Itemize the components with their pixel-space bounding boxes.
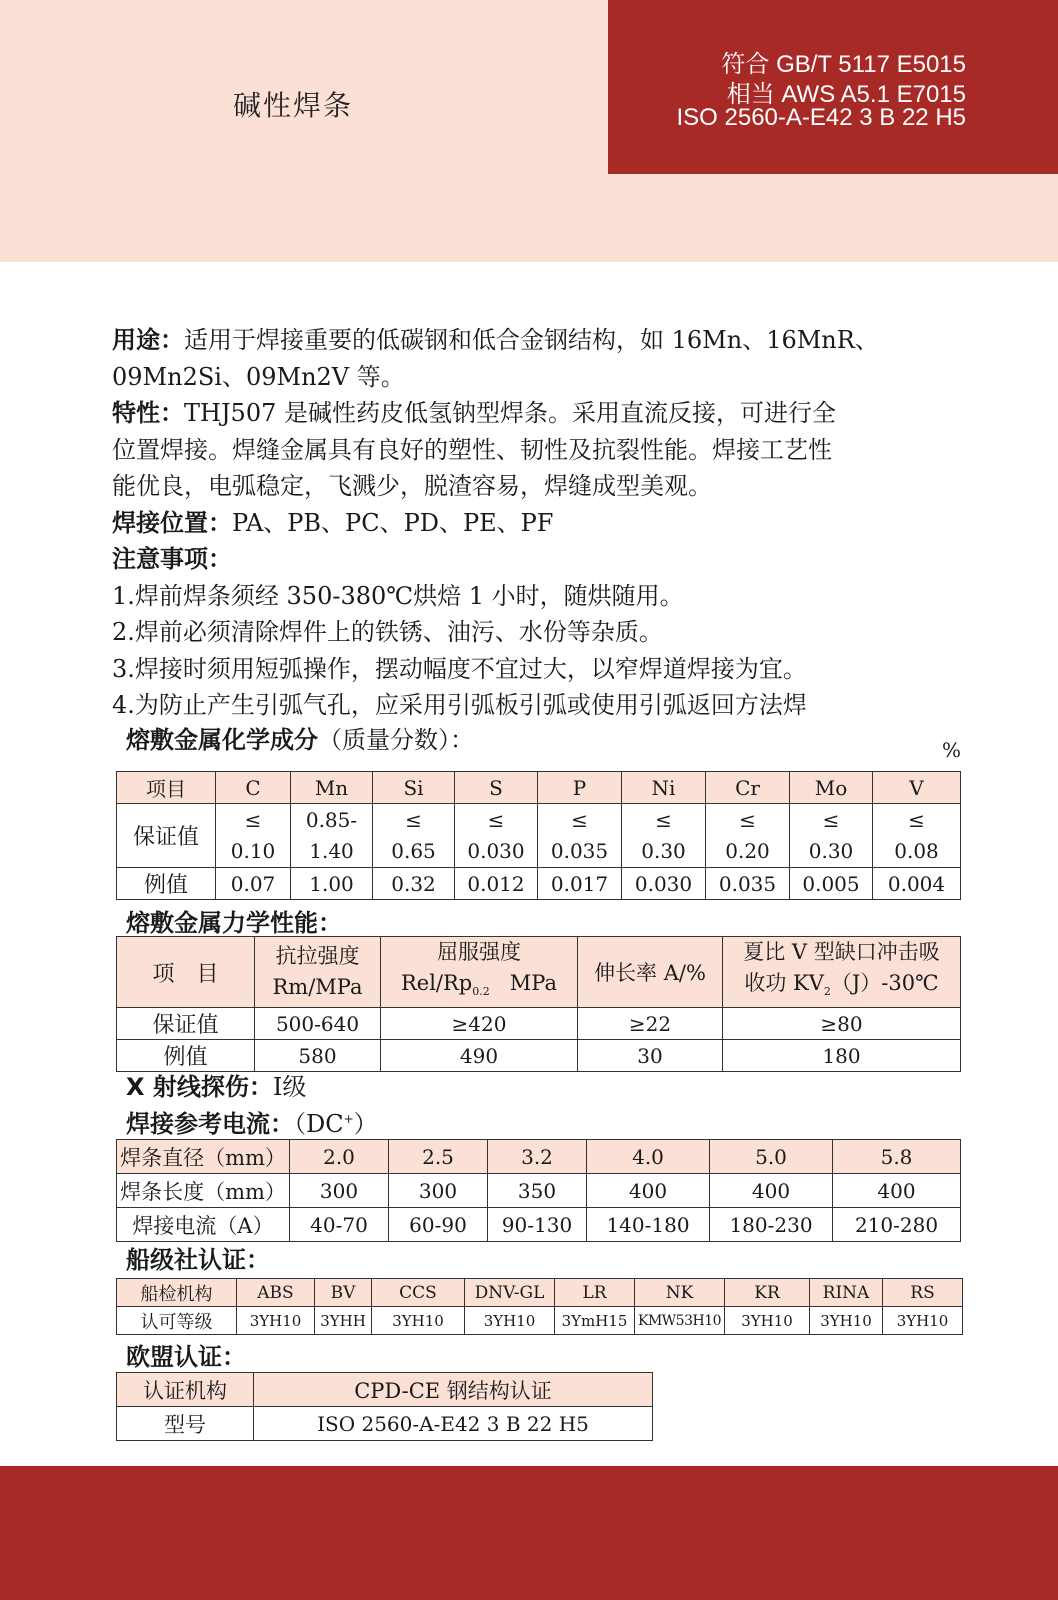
ship-org-cell: BV	[315, 1279, 372, 1307]
length-label: 焊条长度（mm）	[117, 1174, 290, 1208]
mech-elong-header: 伸长率 A/%	[578, 937, 723, 1008]
chem-example-cell: 0.005	[790, 868, 873, 900]
mech-item-header: 项 目	[117, 937, 255, 1008]
position-value: PA、PB、PC、PD、PE、PF	[232, 508, 554, 537]
chem-header-cell: 项目	[117, 772, 216, 804]
ship-grade-cell: 3YH10	[465, 1307, 555, 1335]
chem-guarantee-cell: 0.85-	[291, 804, 373, 836]
eu-model-row	[117, 1407, 653, 1441]
mech-yield-subscript: 0.2	[472, 985, 490, 999]
mech-guarantee-row	[117, 1008, 961, 1040]
chem-header-cell: Si	[373, 772, 455, 804]
chem-header-cell: S	[455, 772, 538, 804]
current-title-close: ）	[353, 1110, 378, 1138]
note-item: 2.焊前必须清除焊件上的铁锈、油污、水份等杂质。	[112, 618, 663, 646]
mech-example-cell: 490	[381, 1040, 578, 1072]
current-row	[117, 1208, 961, 1242]
ship-grade-cell: 3YHH	[315, 1307, 372, 1335]
feature-text-1: THJ507 是碱性药皮低氢钠型焊条。采用直流反接，可进行全	[184, 399, 836, 427]
diameter-cell: 5.0	[710, 1140, 833, 1174]
chem-header-cell: Mo	[790, 772, 873, 804]
mech-yield-line2	[381, 968, 577, 1007]
eu-org-label: 认证机构	[117, 1373, 254, 1407]
chem-title-sub: （质量分数）：	[318, 726, 474, 754]
mech-guarantee-cell: ≥420	[381, 1008, 578, 1040]
mech-guarantee-cell: 500-640	[255, 1008, 381, 1040]
ship-grade-cell: 3YH10	[725, 1307, 810, 1335]
current-cell: 90-130	[488, 1208, 587, 1242]
feature-paragraph	[112, 395, 962, 432]
current-cell: 210-280	[833, 1208, 961, 1242]
chem-header-row	[117, 772, 961, 804]
current-table	[116, 1139, 961, 1242]
diameter-cell: 4.0	[587, 1140, 710, 1174]
diameter-label: 焊条直径（mm）	[117, 1140, 290, 1174]
ship-org-cell: LR	[555, 1279, 635, 1307]
position-paragraph	[112, 505, 962, 542]
chem-example-cell: 0.030	[622, 868, 706, 900]
intro-section	[112, 322, 962, 724]
mech-impact-line1: 夏比 V 型缺口冲击吸	[743, 940, 940, 964]
ship-org-cell: NK	[635, 1279, 725, 1307]
eu-table	[116, 1372, 653, 1441]
feature-text-3: 能优良，电弧稳定，飞溅少，脱渣容易，焊缝成型美观。	[112, 472, 712, 500]
chem-guarantee-label: 保证值	[117, 804, 216, 868]
feature-label: 特性：	[112, 399, 184, 427]
current-cell: 60-90	[389, 1208, 488, 1242]
ship-grade-label: 认可等级	[117, 1307, 237, 1335]
chem-title	[126, 720, 474, 755]
mech-impact-line2	[723, 968, 960, 1007]
feature-text-2: 位置焊接。焊缝金属具有良好的塑性、韧性及抗裂性能。焊接工艺性	[112, 435, 832, 464]
mech-impact-symbol: 收功 KV	[744, 971, 824, 995]
mech-guarantee-cell: ≥22	[578, 1008, 723, 1040]
chem-guarantee-row-bottom	[117, 836, 961, 868]
chem-guarantee-cell: 0.20	[706, 836, 790, 868]
mech-yield-header	[381, 937, 578, 1008]
ship-grade-cell: 3YH10	[372, 1307, 465, 1335]
current-label: 焊接电流（A）	[117, 1208, 290, 1242]
chem-guarantee-cell: 0.30	[622, 836, 706, 868]
ship-grade-row	[117, 1307, 963, 1335]
mech-tensile-header	[255, 937, 381, 1008]
ship-org-cell: CCS	[372, 1279, 465, 1307]
eu-org-value: CPD-CE 钢结构认证	[254, 1373, 653, 1407]
length-cell: 400	[833, 1174, 961, 1208]
chem-header-cell: C	[216, 772, 291, 804]
mech-header-row	[117, 937, 961, 1008]
eu-model-label: 型号	[117, 1407, 254, 1441]
current-title-main: 焊接参考电流：	[126, 1110, 294, 1138]
diameter-cell: 3.2	[488, 1140, 587, 1174]
mech-tensile-line2: Rm/MPa	[272, 975, 363, 1000]
standard-iso: ISO 2560-A-E42 3 B 22 H5	[676, 104, 966, 131]
mech-impact-subscript: 2	[823, 985, 831, 999]
ship-grade-cell: KMW53H10	[635, 1307, 725, 1335]
standard-gb: 符合 GB/T 5117 E5015	[721, 51, 966, 78]
mech-yield-unit: MPa	[509, 971, 558, 995]
diameter-cell: 2.5	[389, 1140, 488, 1174]
usage-text-2: 09Mn2Si、09Mn2V 等。	[112, 362, 405, 391]
chem-header-cell: V	[873, 772, 961, 804]
chem-header-cell: Cr	[706, 772, 790, 804]
notes-label: 注意事项：	[112, 545, 232, 573]
length-row	[117, 1174, 961, 1208]
standards-box	[608, 0, 1058, 174]
diameter-row	[117, 1140, 961, 1174]
length-cell: 400	[710, 1174, 833, 1208]
chem-guarantee-cell: ≤	[373, 804, 455, 836]
ship-org-cell: DNV-GL	[465, 1279, 555, 1307]
eu-model-value: ISO 2560-A-E42 3 B 22 H5	[254, 1407, 653, 1441]
ship-grade-cell: 3YH10	[237, 1307, 315, 1335]
diameter-cell: 2.0	[290, 1140, 389, 1174]
ship-grade-cell: 3YH10	[810, 1307, 883, 1335]
mech-title: 熔敷金属力学性能：	[126, 909, 342, 937]
chem-example-cell: 0.017	[538, 868, 622, 900]
length-cell: 300	[389, 1174, 488, 1208]
xray-label: X 射线探伤：	[126, 1073, 273, 1101]
chem-example-cell: 1.00	[291, 868, 373, 900]
length-cell: 300	[290, 1174, 389, 1208]
chem-guarantee-cell: 0.035	[538, 836, 622, 868]
chem-guarantee-row-top	[117, 804, 961, 836]
mech-yield-line1: 屈服强度	[437, 940, 521, 964]
chem-header-cell: Mn	[291, 772, 373, 804]
note-item: 1.焊前焊条须经 350-380℃烘焙 1 小时，随烘随用。	[112, 581, 684, 610]
usage-text-1: 适用于焊接重要的低碳钢和低合金钢结构，如 16Mn、16MnR、	[184, 326, 879, 354]
length-cell: 350	[488, 1174, 587, 1208]
ship-org-row	[117, 1279, 963, 1307]
usage-paragraph	[112, 322, 962, 359]
ship-org-label: 船检机构	[117, 1279, 237, 1307]
mech-tensile-line1: 抗拉强度	[275, 944, 360, 969]
xray-line	[126, 1067, 306, 1102]
chem-example-cell: 0.07	[216, 868, 291, 900]
chem-guarantee-cell: 0.65	[373, 836, 455, 868]
note-item: 4.为防止产生引弧气孔，应采用引弧板引弧或使用引弧返回方法焊	[112, 691, 807, 719]
chem-header-cell: P	[538, 772, 622, 804]
mech-example-label: 例值	[117, 1040, 255, 1072]
chem-example-label: 例值	[117, 868, 216, 900]
chem-example-cell: 0.32	[373, 868, 455, 900]
xray-value: Ⅰ级	[272, 1073, 307, 1101]
chem-guarantee-cell: ≤	[455, 804, 538, 836]
mech-example-cell: 180	[723, 1040, 961, 1072]
current-title-sup: +	[343, 1112, 354, 1126]
chem-unit: %	[942, 738, 962, 762]
mech-guarantee-cell: ≥80	[723, 1008, 961, 1040]
mech-impact-header	[723, 937, 961, 1008]
mech-table	[116, 936, 961, 1072]
chem-guarantee-cell: ≤	[706, 804, 790, 836]
mech-yield-symbol: Rel/Rp	[400, 971, 473, 995]
chem-example-cell: 0.004	[873, 868, 961, 900]
chem-guarantee-cell: ≤	[873, 804, 961, 836]
chem-guarantee-cell: 0.10	[216, 836, 291, 868]
mech-example-cell: 580	[255, 1040, 381, 1072]
mech-example-cell: 30	[578, 1040, 723, 1072]
mech-impact-unit: （J）-30℃	[830, 971, 939, 995]
diameter-cell: 5.8	[833, 1140, 961, 1174]
standard-aws: 相当 AWS A5.1 E7015	[726, 81, 966, 108]
mech-guarantee-label: 保证值	[117, 1008, 255, 1040]
chem-guarantee-cell: 0.030	[455, 836, 538, 868]
eu-org-row	[117, 1373, 653, 1407]
usage-label: 用途：	[112, 326, 184, 354]
current-title-sub: （DC	[294, 1110, 344, 1138]
ship-org-cell: RS	[883, 1279, 963, 1307]
ship-title: 船级社认证：	[126, 1246, 270, 1274]
chem-guarantee-cell: ≤	[790, 804, 873, 836]
current-title	[126, 1104, 378, 1139]
current-cell: 180-230	[710, 1208, 833, 1242]
chem-guarantee-cell: 0.08	[873, 836, 961, 868]
chem-guarantee-cell: 1.40	[291, 836, 373, 868]
footer-band	[0, 1466, 1058, 1600]
ship-grade-cell: 3YmH15	[555, 1307, 635, 1335]
chem-guarantee-cell: ≤	[538, 804, 622, 836]
chem-table	[116, 771, 961, 900]
eu-title: 欧盟认证：	[126, 1343, 246, 1371]
chem-title-main: 熔敷金属化学成分	[126, 726, 318, 754]
chem-guarantee-cell: ≤	[216, 804, 291, 836]
ship-org-cell: RINA	[810, 1279, 883, 1307]
position-label: 焊接位置：	[112, 508, 232, 537]
length-cell: 400	[587, 1174, 710, 1208]
current-cell: 140-180	[587, 1208, 710, 1242]
ship-grade-cell: 3YH10	[883, 1307, 963, 1335]
note-item: 3.焊接时须用短弧操作，摆动幅度不宜过大，以窄焊道焊接为宜。	[112, 654, 807, 683]
chem-example-row	[117, 868, 961, 900]
chem-guarantee-cell: ≤	[622, 804, 706, 836]
page-title: 碱性焊条	[233, 89, 354, 122]
chem-guarantee-cell: 0.30	[790, 836, 873, 868]
ship-org-cell: KR	[725, 1279, 810, 1307]
chem-header-cell: Ni	[622, 772, 706, 804]
chem-example-cell: 0.012	[455, 868, 538, 900]
chem-example-cell: 0.035	[706, 868, 790, 900]
ship-table	[116, 1278, 963, 1335]
current-cell: 40-70	[290, 1208, 389, 1242]
ship-org-cell: ABS	[237, 1279, 315, 1307]
